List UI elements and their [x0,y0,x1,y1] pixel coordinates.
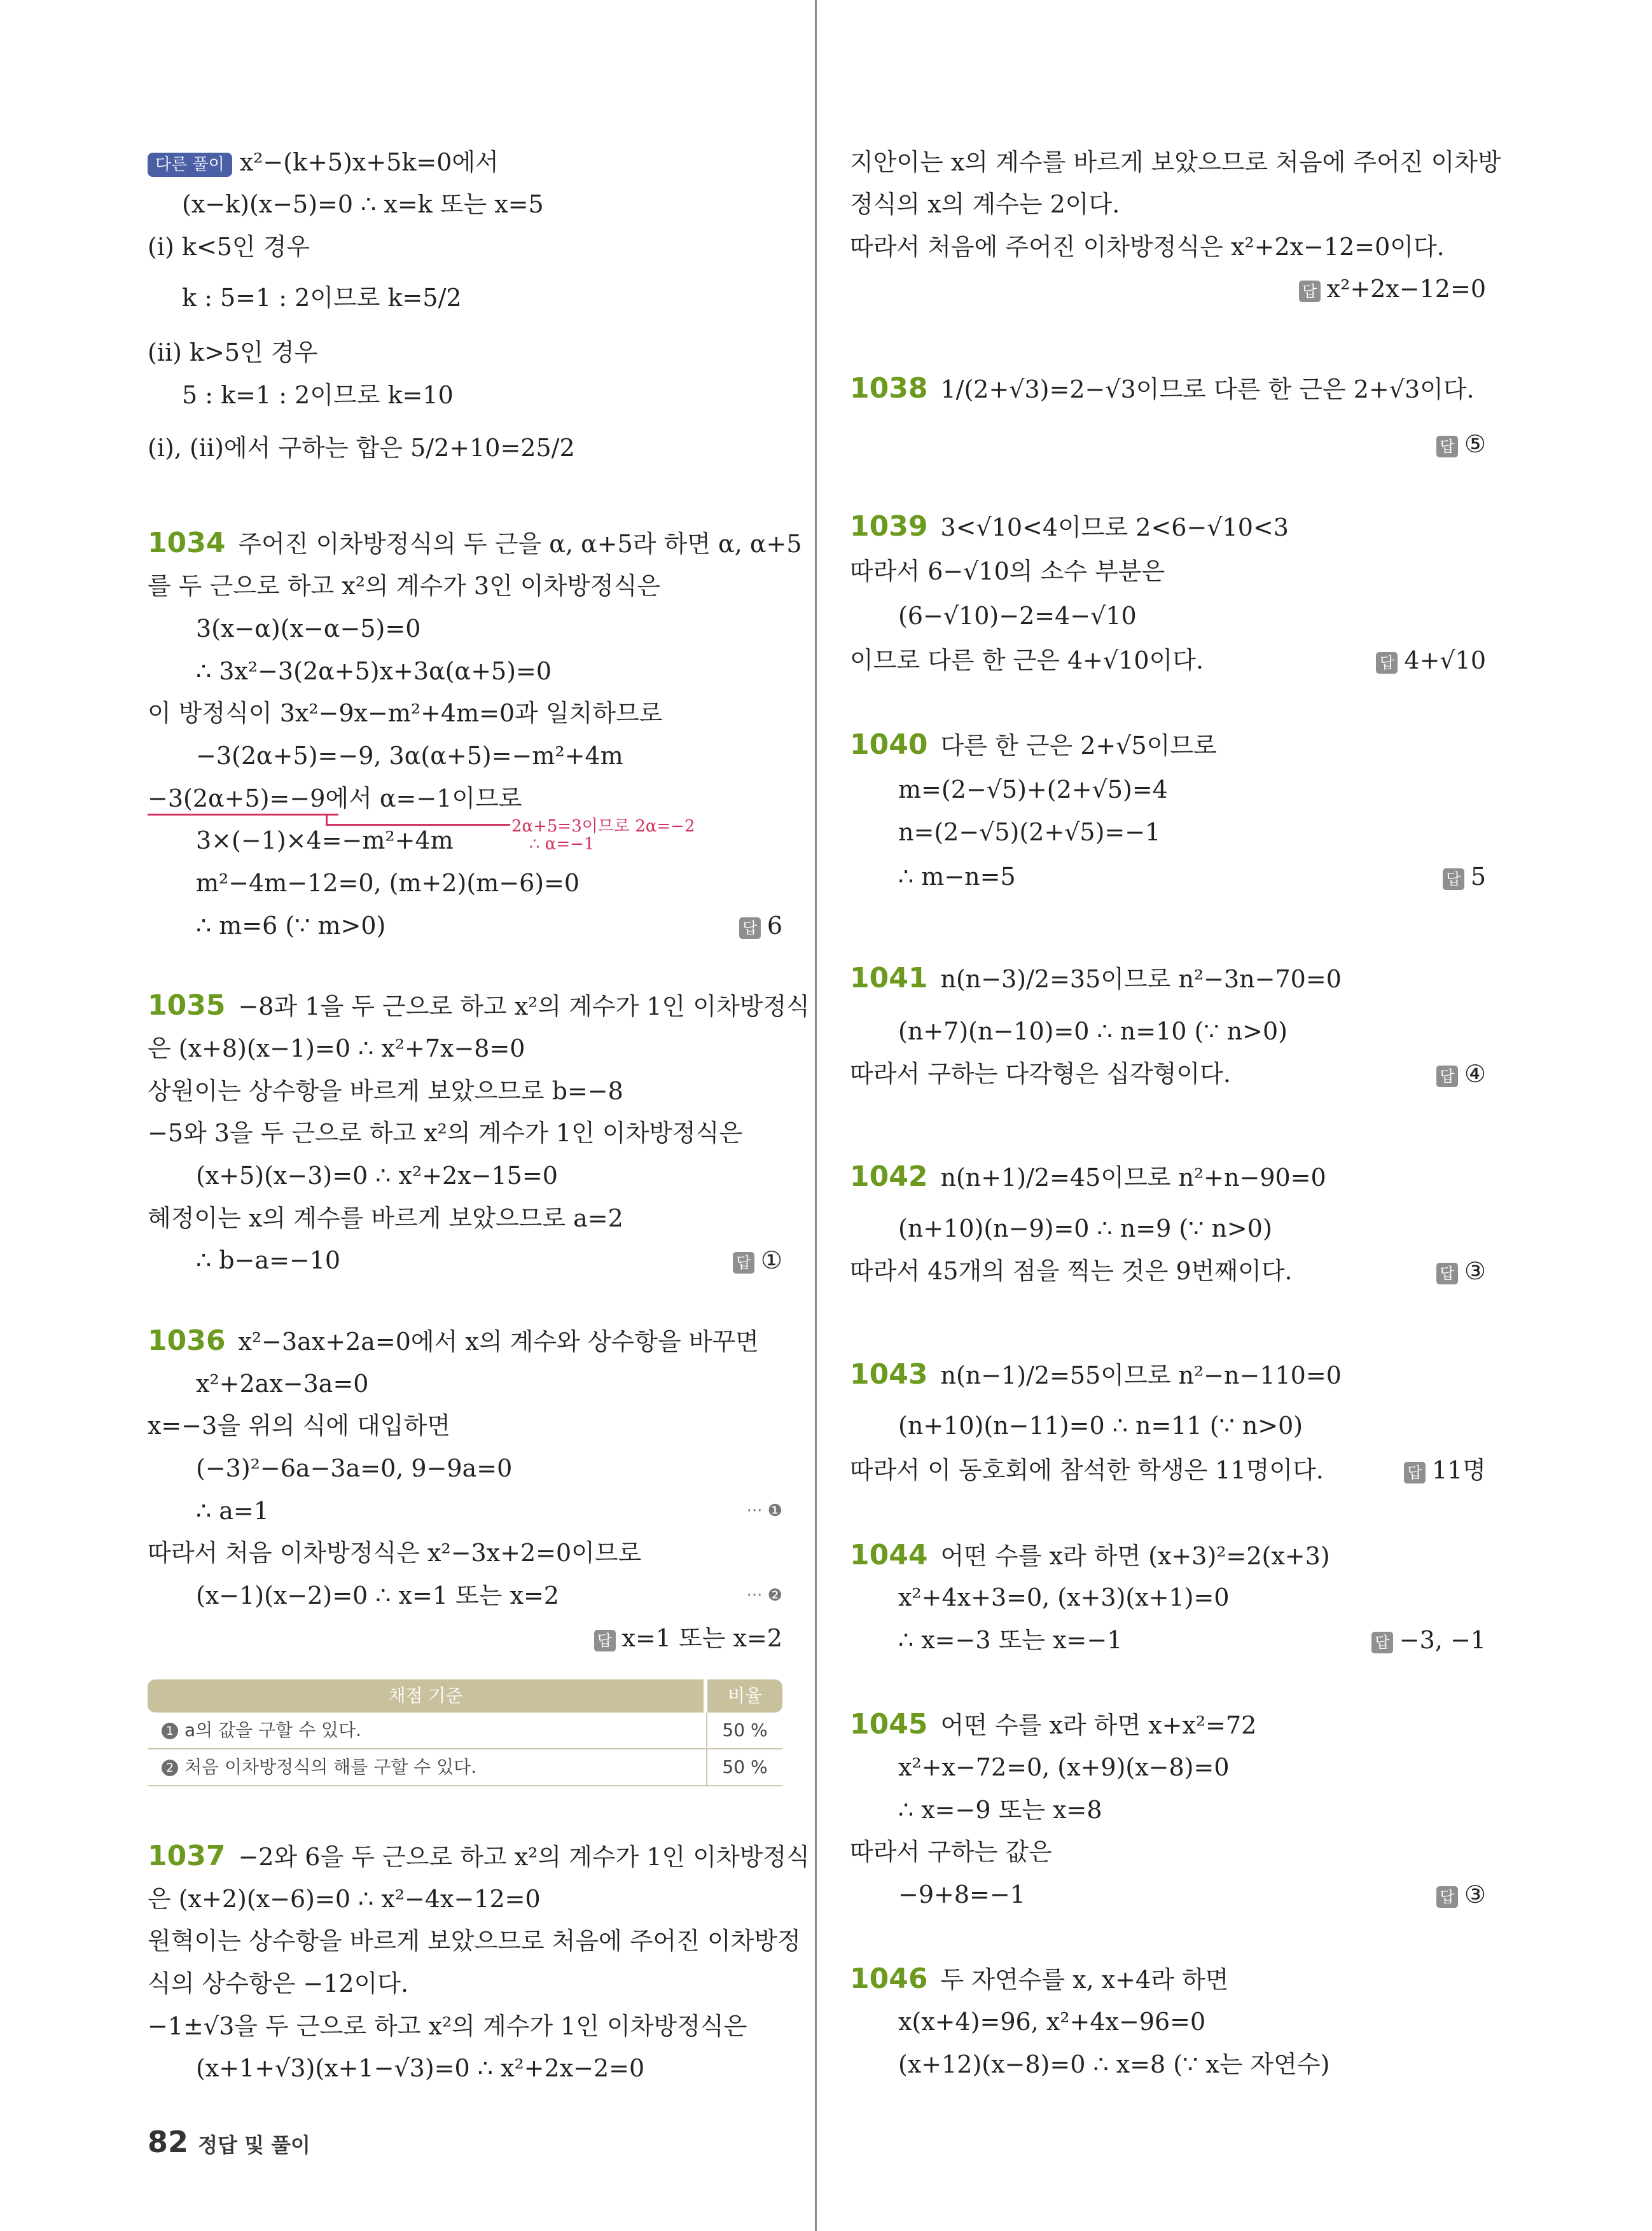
problem-1036-line-1: 1036 x²−3ax+2a=0에서 x의 계수와 상수항을 바꾸면 [148,1324,759,1357]
problem-1034-line-9: m²−4m−12=0, (m+2)(m−6)=0 [196,869,580,897]
table-row: 2 처음 이차방정식의 해를 구할 수 있다. 50 % [148,1749,782,1786]
problem-1034-line-2: 를 두 근으로 하고 x²의 계수가 3인 이차방정식은 [148,572,661,600]
problem-1039-line-4: 이므로 다른 한 근은 4+√10이다. [850,646,1204,674]
answer-icon: 답 [1436,436,1458,457]
answer-icon: 답 [739,917,761,939]
problem-1045-line-3: ∴ x=−9 또는 x=8 [898,1796,1102,1824]
problem-1040-line-4: ∴ m−n=5 [898,863,1016,891]
table-row: 1 a의 값을 구할 수 있다. 50 % [148,1713,782,1749]
problem-1044-line-3: ∴ x=−3 또는 x=−1 [898,1626,1123,1654]
problem-1045-line-1: 1045 어떤 수를 x라 하면 x+x²=72 [850,1708,1257,1741]
problem-1037-line-2: 은 (x+2)(x−6)=0 ∴ x²−4x−12=0 [148,1885,541,1913]
alt-solution-line-2: (x−k)(x−5)=0 ∴ x=k 또는 x=5 [182,190,544,218]
problem-1039-line-2: 따라서 6−√10의 소수 부분은 [850,557,1165,585]
problem-1036-line-2: x²+2ax−3a=0 [196,1370,369,1398]
alt-solution-line-4: k : 5=1 : 2이므로 k=5/2 [182,284,462,312]
answer-icon: 답 [1436,1263,1458,1284]
alt-solution-line-7: (ⅰ), (ⅱ)에서 구하는 합은 5/2+10=25/2 [148,434,575,462]
answer-icon: 답 [594,1630,616,1651]
problem-number: 1039 [850,510,928,543]
answer-icon: 답 [1404,1462,1426,1484]
continued-line-3: 따라서 처음에 주어진 이차방정식은 x²+2x−12=0이다. [850,233,1445,261]
problem-number: 1041 [850,962,928,994]
problem-1035-line-6: 혜정이는 x의 계수를 바르게 보았으므로 a=2 [148,1204,623,1232]
problem-1035-line-1: 1035 −8과 1을 두 근으로 하고 x²의 계수가 1인 이차방정식 [148,989,810,1022]
problem-number: 1045 [850,1708,928,1741]
alt-solution-line-5: (ⅱ) k>5인 경우 [148,338,318,366]
problem-1042-line-1: 1042 n(n+1)/2=45이므로 n²+n−90=0 [850,1160,1326,1193]
page-footer [148,2125,310,2159]
highlight-underline [148,814,338,816]
problem-number: 1043 [850,1358,928,1391]
problem-1038-line-1: 1038 1/(2+√3)=2−√3이므로 다른 한 근은 2+√3이다. [850,372,1475,405]
scoring-step-2: ··· ❷ [746,1586,782,1605]
problem-number: 1042 [850,1160,928,1193]
answer: 답 −3, −1 [1371,1622,1486,1658]
problem-1036-line-4: (−3)²−6a−3a=0, 9−9a=0 [196,1454,513,1482]
problem-number: 1038 [850,372,928,405]
page-number: 82 [148,2125,189,2159]
scoring-step-1: ··· ❶ [746,1501,782,1520]
answer-icon: 답 [1436,1066,1458,1087]
problem-1040-line-1: 1040 다른 한 근은 2+√5이므로 [850,728,1217,761]
answer: 답 ⑤ [1436,426,1486,462]
header-ratio: 비율 [707,1679,782,1713]
problem-1036-line-6: 따라서 처음 이차방정식은 x²−3x+2=0이므로 [148,1539,642,1567]
problem-1043-line-2: (n+10)(n−11)=0 ∴ n=11 (∵ n>0) [898,1412,1303,1440]
answer-icon: 답 [1436,1886,1458,1908]
problem-1034-line-1: 1034 주어진 이차방정식의 두 근을 α, α+5라 하면 α, α+5 [148,527,802,559]
answer: 답 ① [733,1242,782,1278]
problem-1043-line-1: 1043 n(n−1)/2=55이므로 n²−n−110=0 [850,1358,1342,1391]
header-criteria: 채점 기준 [148,1679,704,1713]
answer: 답 ③ [1436,1253,1486,1289]
problem-1035-line-3: 상원이는 상수항을 바르게 보았으므로 b=−8 [148,1077,623,1105]
answer: 답 11명 [1404,1452,1486,1488]
problem-1045-line-2: x²+x−72=0, (x+9)(x−8)=0 [898,1753,1230,1781]
margin-note-2: ∴ α=−1 [529,835,595,854]
problem-number: 1040 [850,728,928,761]
problem-number: 1037 [148,1840,226,1872]
problem-1046-line-3: (x+12)(x−8)=0 ∴ x=8 (∵ x는 자연수) [898,2050,1330,2078]
problem-1034-line-10: ∴ m=6 (∵ m>0) [196,912,386,940]
alt-solution-line-1: 다른 풀이 x²−(k+5)x+5k=0에서 [148,144,782,180]
scoring-table-header [148,1679,782,1713]
problem-number: 1046 [850,1963,928,1995]
problem-1037-line-5: −1±√3을 두 근으로 하고 x²의 계수가 1인 이차방정식은 [148,2012,747,2040]
alt-solution-line-3: (ⅰ) k<5인 경우 [148,233,310,261]
problem-1034-line-4: ∴ 3x²−3(2α+5)x+3α(α+5)=0 [196,657,552,685]
answer: 답 x²+2x−12=0 [1299,271,1486,307]
answer: 답 x=1 또는 x=2 [594,1620,782,1656]
problem-number: 1036 [148,1324,226,1357]
footer-label: 정답 및 풀이 [198,2133,310,2157]
problem-1041-line-2: (n+7)(n−10)=0 ∴ n=10 (∵ n>0) [898,1017,1288,1045]
problem-1044-line-1: 1044 어떤 수를 x라 하면 (x+3)²=2(x+3) [850,1539,1330,1571]
answer-icon: 답 [733,1252,754,1274]
problem-1037-line-1: 1037 −2와 6을 두 근으로 하고 x²의 계수가 1인 이차방정식 [148,1840,810,1872]
answer-icon: 답 [1443,868,1464,890]
problem-1040-line-3: n=(2−√5)(2+√5)=−1 [898,818,1161,846]
problem-1036-line-3: x=−3을 위의 식에 대입하면 [148,1412,450,1440]
problem-1034-line-7: −3(2α+5)=−9에서 α=−1이므로 [148,784,522,812]
problem-1036-line-5: ∴ a=1 [196,1497,269,1525]
problem-number: 1044 [850,1539,928,1571]
problem-1041-line-3: 따라서 구하는 다각형은 십각형이다. [850,1060,1231,1088]
alt-solution-line-6: 5 : k=1 : 2이므로 k=10 [182,381,454,409]
problem-1034-line-3: 3(x−α)(x−α−5)=0 [196,615,421,643]
problem-1046-line-1: 1046 두 자연수를 x, x+4라 하면 [850,1963,1229,1995]
scoring-table [148,1679,782,1786]
column-divider [815,0,817,2231]
step-marker-icon: 1 [162,1723,178,1739]
problem-1044-line-2: x²+4x+3=0, (x+3)(x+1)=0 [898,1583,1230,1611]
answer: 답 4+√10 [1376,643,1486,678]
problem-1043-line-3: 따라서 이 동호회에 참석한 학생은 11명이다. [850,1456,1324,1484]
problem-1037-line-4: 식의 상수항은 −12이다. [148,1970,409,1998]
problem-1042-line-3: 따라서 45개의 점을 찍는 것은 9번째이다. [850,1257,1293,1285]
problem-1035-line-5: (x+5)(x−3)=0 ∴ x²+2x−15=0 [196,1162,558,1190]
alt-solution-tag: 다른 풀이 [148,153,232,177]
answer: 답 6 [739,908,782,943]
problem-1045-line-5: −9+8=−1 [898,1880,1025,1908]
problem-1045-line-4: 따라서 구하는 값은 [850,1838,1052,1866]
answer-icon: 답 [1299,281,1321,302]
problem-number: 1035 [148,989,226,1022]
problem-1034-line-8: 3×(−1)×4=−m²+4m [196,826,454,854]
continued-line-1: 지안이는 x의 계수를 바르게 보았으므로 처음에 주어진 이차방 [850,148,1501,176]
step-marker-icon: 2 [162,1760,178,1776]
answer: 답 5 [1443,859,1486,894]
problem-1041-line-1: 1041 n(n−3)/2=35이므로 n²−3n−70=0 [850,962,1342,994]
problem-1035-line-4: −5와 3을 두 근으로 하고 x²의 계수가 1인 이차방정식은 [148,1119,743,1147]
problem-number: 1034 [148,527,226,559]
problem-1037-line-3: 원혁이는 상수항을 바르게 보았으므로 처음에 주어진 이차방정 [148,1927,801,1955]
answer: 답 ③ [1436,1877,1486,1912]
margin-note-1: 2α+5=3이므로 2α=−2 [511,817,695,836]
problem-1036-line-7: (x−1)(x−2)=0 ∴ x=1 또는 x=2 [196,1581,560,1609]
answer: 답 ④ [1436,1056,1486,1092]
continued-line-2: 정식의 x의 계수는 2이다. [850,190,1120,218]
problem-1035-line-2: 은 (x+8)(x−1)=0 ∴ x²+7x−8=0 [148,1034,525,1062]
answer-icon: 답 [1371,1632,1393,1653]
problem-1046-line-2: x(x+4)=96, x²+4x−96=0 [898,2008,1206,2036]
problem-1034-line-6: −3(2α+5)=−9, 3α(α+5)=−m²+4m [196,742,623,770]
problem-1035-line-7: ∴ b−a=−10 [196,1246,341,1274]
problem-1034-line-5: 이 방정식이 3x²−9x−m²+4m=0과 일치하므로 [148,699,663,727]
answer-icon: 답 [1376,652,1398,674]
problem-1039-line-1: 1039 3<√10<4이므로 2<6−√10<3 [850,510,1289,543]
problem-1040-line-2: m=(2−√5)+(2+√5)=4 [898,775,1168,803]
problem-1042-line-2: (n+10)(n−9)=0 ∴ n=9 (∵ n>0) [898,1214,1272,1242]
problem-1039-line-3: (6−√10)−2=4−√10 [898,602,1137,630]
problem-1037-line-6: (x+1+√3)(x+1−√3)=0 ∴ x²+2x−2=0 [196,2054,645,2082]
